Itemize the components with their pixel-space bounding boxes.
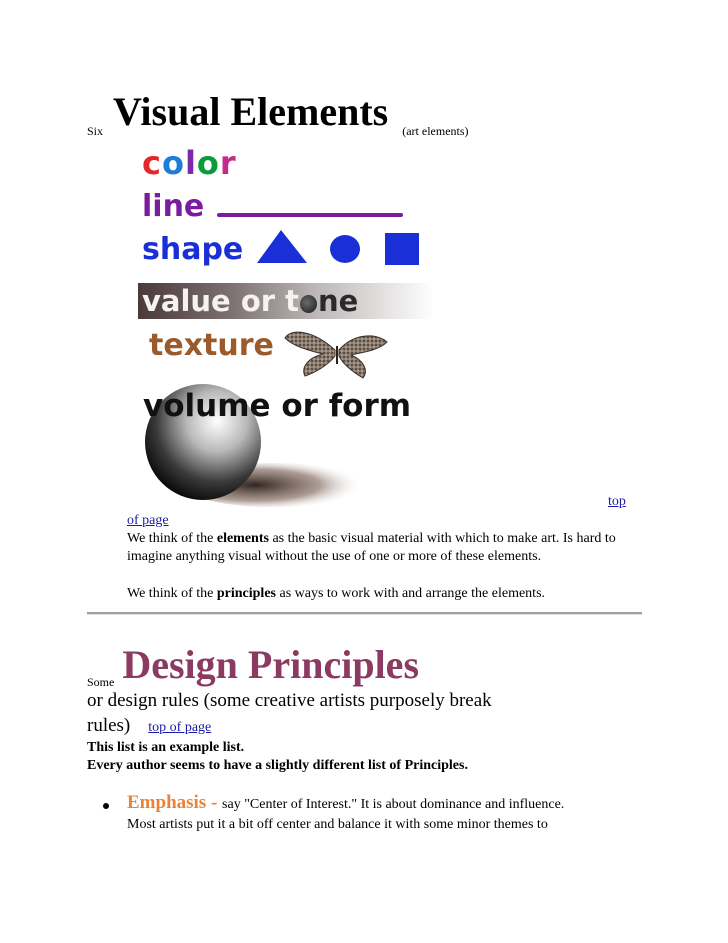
principle-desc-2: Most artists put it a bit off center and balance it with some minor themes to: [127, 817, 548, 832]
top-of-page-link-2[interactable]: top of page: [148, 720, 212, 735]
shape-samples: [257, 228, 437, 268]
heading2-prefix: Some: [87, 675, 115, 689]
principle-name: Emphasis -: [127, 792, 223, 813]
square-shape: [385, 233, 419, 265]
circle-shape: [330, 235, 360, 263]
color-letter: l: [184, 144, 197, 182]
triangle-shape: [257, 230, 307, 263]
color-letter: o: [161, 144, 185, 182]
texture-word: texture: [149, 328, 274, 363]
heading-title: Visual Elements: [113, 89, 389, 134]
author-list-note: Every author seems to have a slightly different list of Principles.: [87, 758, 468, 773]
color-letter: c: [142, 144, 162, 182]
top-of-page-link-1-cont[interactable]: of page: [127, 513, 169, 528]
principle-item-emphasis: [127, 792, 667, 814]
example-list-note: This list is an example list.: [87, 740, 245, 755]
principle-desc-1: say "Center of Interest." It is about dominance and influence.: [222, 797, 565, 812]
heading2-title: Design Principles: [122, 642, 420, 687]
heading-suffix: (art elements): [402, 124, 469, 138]
line-word: line: [142, 189, 205, 224]
design-principles-subtitle: or design rules (some creative artists purposely break rules) top of page: [87, 690, 492, 736]
section-heading-design-principles: [87, 642, 420, 690]
color-word: [142, 144, 237, 182]
intro-paragraph-1: We think of the elements as the basic visual material with which to make art. Is hard to imagine anything visual without the use of one or more of these elements.: [127, 531, 616, 564]
visual-elements-graphic: [135, 142, 435, 512]
list-bullet: [103, 803, 109, 809]
section-heading-visual-elements: [87, 89, 469, 138]
shape-word: shape: [142, 232, 244, 267]
heading-prefix: Six: [87, 124, 104, 138]
section-divider: [87, 612, 642, 615]
line-sample: [217, 213, 403, 217]
top-of-page-link-1[interactable]: top: [608, 494, 626, 509]
value-tone-word: value or t ne: [142, 284, 359, 318]
color-letter: o: [196, 144, 220, 182]
intro-paragraph-2: We think of the principles as ways to work with and arrange the elements.: [127, 586, 546, 601]
color-letter: r: [219, 144, 237, 182]
volume-form-word: volume or form: [143, 388, 412, 424]
tone-o-dot: [300, 295, 317, 313]
